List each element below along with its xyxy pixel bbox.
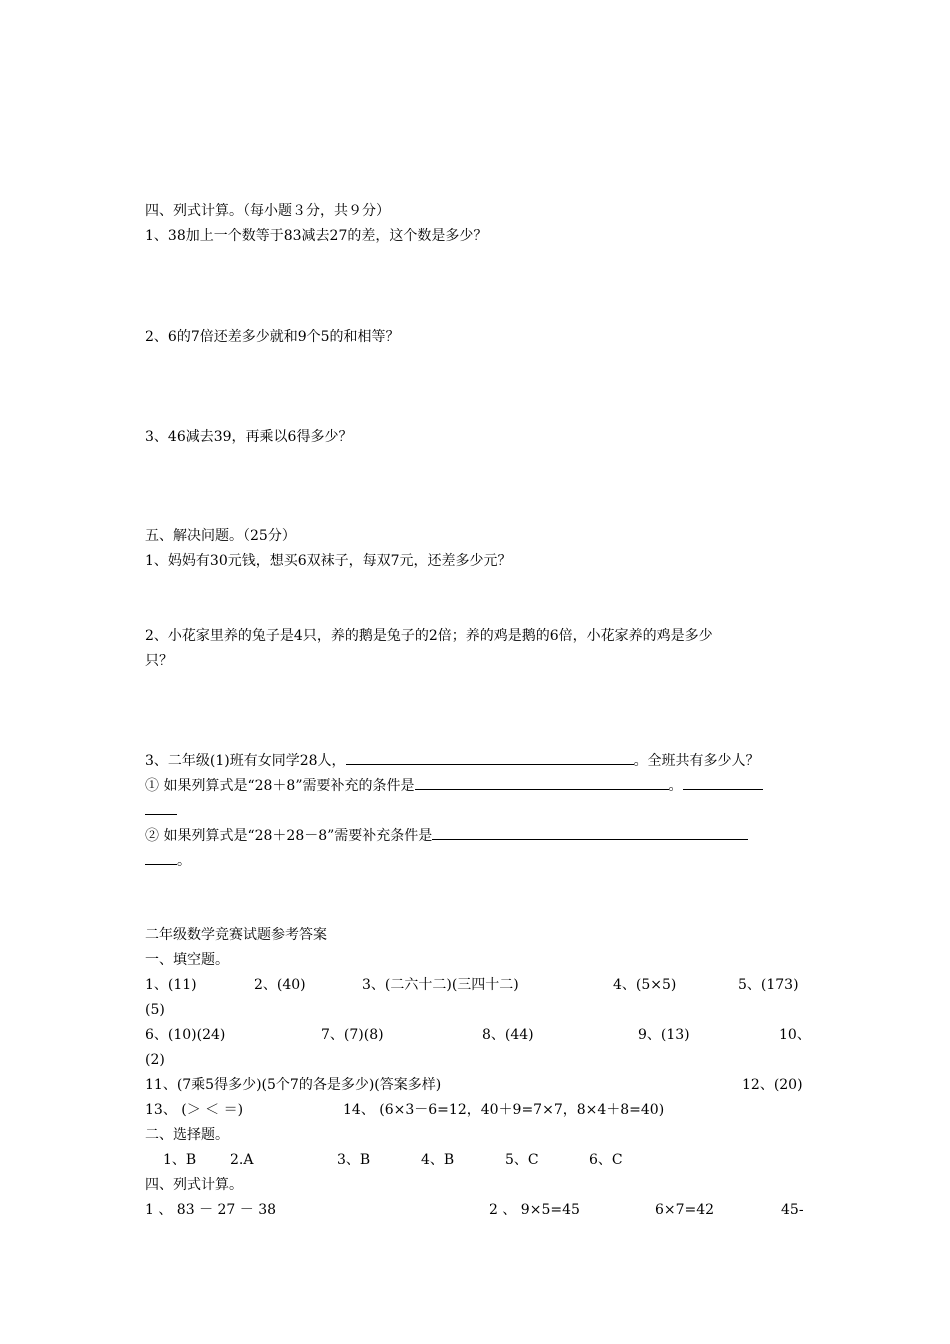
question-5-3-suffix: 。全班共有多少人？: [633, 753, 760, 769]
answer-blank: [145, 800, 177, 815]
answer-7: 7、(7)(8): [321, 1027, 384, 1043]
choice-3: 3、B: [337, 1152, 371, 1168]
question-5-3: [145, 750, 760, 771]
question-5-3-b: [145, 825, 748, 846]
question-5-3-prefix: 3、二年级(1)班有女同学28人，: [145, 753, 346, 769]
choice-4: 4、B: [421, 1152, 455, 1168]
answers-part4-title: 四、列式计算。: [145, 1177, 243, 1193]
answer-8: 8、(44): [482, 1027, 534, 1043]
question-5-3-a-end: 。: [668, 778, 683, 794]
section-5-title: 五、解决问题。（25分）: [145, 528, 296, 544]
answer-6: 6、(10)(24): [145, 1027, 226, 1043]
answer-5-continuation: (5): [145, 1002, 165, 1018]
answer-blank: [415, 775, 669, 790]
choice-1: 1、B: [163, 1152, 197, 1168]
choice-6: 6、C: [589, 1152, 623, 1168]
answer-3: 3、(二六十二)(三四十二): [362, 977, 519, 993]
answer-blank: [346, 750, 634, 765]
answer-blank: [683, 775, 763, 790]
question-4-2: 2、6的7倍还差多少就和9个5的和相等？: [145, 329, 400, 345]
answer-blank: [432, 825, 748, 840]
question-4-1: 1、38加上一个数等于83减去27的差，这个数是多少？: [145, 228, 488, 244]
answer-11: 11、(7乘5得多少)(5个7的各是多少)(答案多样): [145, 1077, 442, 1093]
answer-12: 12、(20): [742, 1077, 803, 1093]
calc-answer-2b: 6×7=42: [655, 1202, 715, 1218]
answer-14: 14、 (6×3－6=12，40＋9=7×7，8×4＋8=40): [343, 1102, 665, 1118]
answers-part2-title: 二、选择题。: [145, 1127, 229, 1143]
answer-1: 1、(11): [145, 977, 197, 993]
answer-4: 4、(5×5): [613, 977, 677, 993]
answer-5: 5、(173): [738, 977, 799, 993]
question-5-3-a-continuation: [145, 800, 177, 821]
calc-answer-2: 2 、 9×5=45: [489, 1202, 580, 1218]
question-5-3-a: [145, 775, 763, 796]
question-5-3-b-end: 。: [177, 853, 191, 869]
question-5-3-b-text: ② 如果列算式是“28＋28－8”需要补充条件是: [145, 828, 433, 844]
calc-answer-2c: 45-: [781, 1202, 804, 1218]
question-5-3-a-text: ① 如果列算式是“28＋8”需要补充的条件是: [145, 778, 415, 794]
answer-13: 13、 (＞ ＜ ＝): [145, 1102, 244, 1118]
answer-blank: [145, 850, 177, 865]
section-4-title: 四、列式计算。（每小题３分，共９分）: [145, 203, 390, 219]
answers-part1-title: 一、填空题。: [145, 952, 229, 968]
question-4-3: 3、46减去39，再乘以6得多少？: [145, 429, 353, 445]
answer-10: 10、: [779, 1027, 811, 1043]
answer-9: 9、(13): [638, 1027, 690, 1043]
question-5-3-b-continuation: [145, 850, 191, 871]
question-5-2-line2: 只？: [145, 653, 173, 669]
choice-5: 5、C: [505, 1152, 539, 1168]
question-5-2-line1: 2、小花家里养的兔子是4只，养的鹅是兔子的2倍；养的鸡是鹅的6倍，小花家养的鸡是多少: [145, 628, 713, 644]
question-5-1: 1、妈妈有30元钱，想买6双袜子，每双7元，还差多少元？: [145, 553, 512, 569]
calc-answer-1: 1 、 83 － 27 － 38: [145, 1202, 277, 1218]
choice-2: 2.A: [230, 1152, 254, 1168]
answer-2: 2、(40): [254, 977, 306, 993]
answer-10-continuation: (2): [145, 1052, 165, 1068]
answers-title: 二年级数学竞赛试题参考答案: [145, 927, 327, 943]
